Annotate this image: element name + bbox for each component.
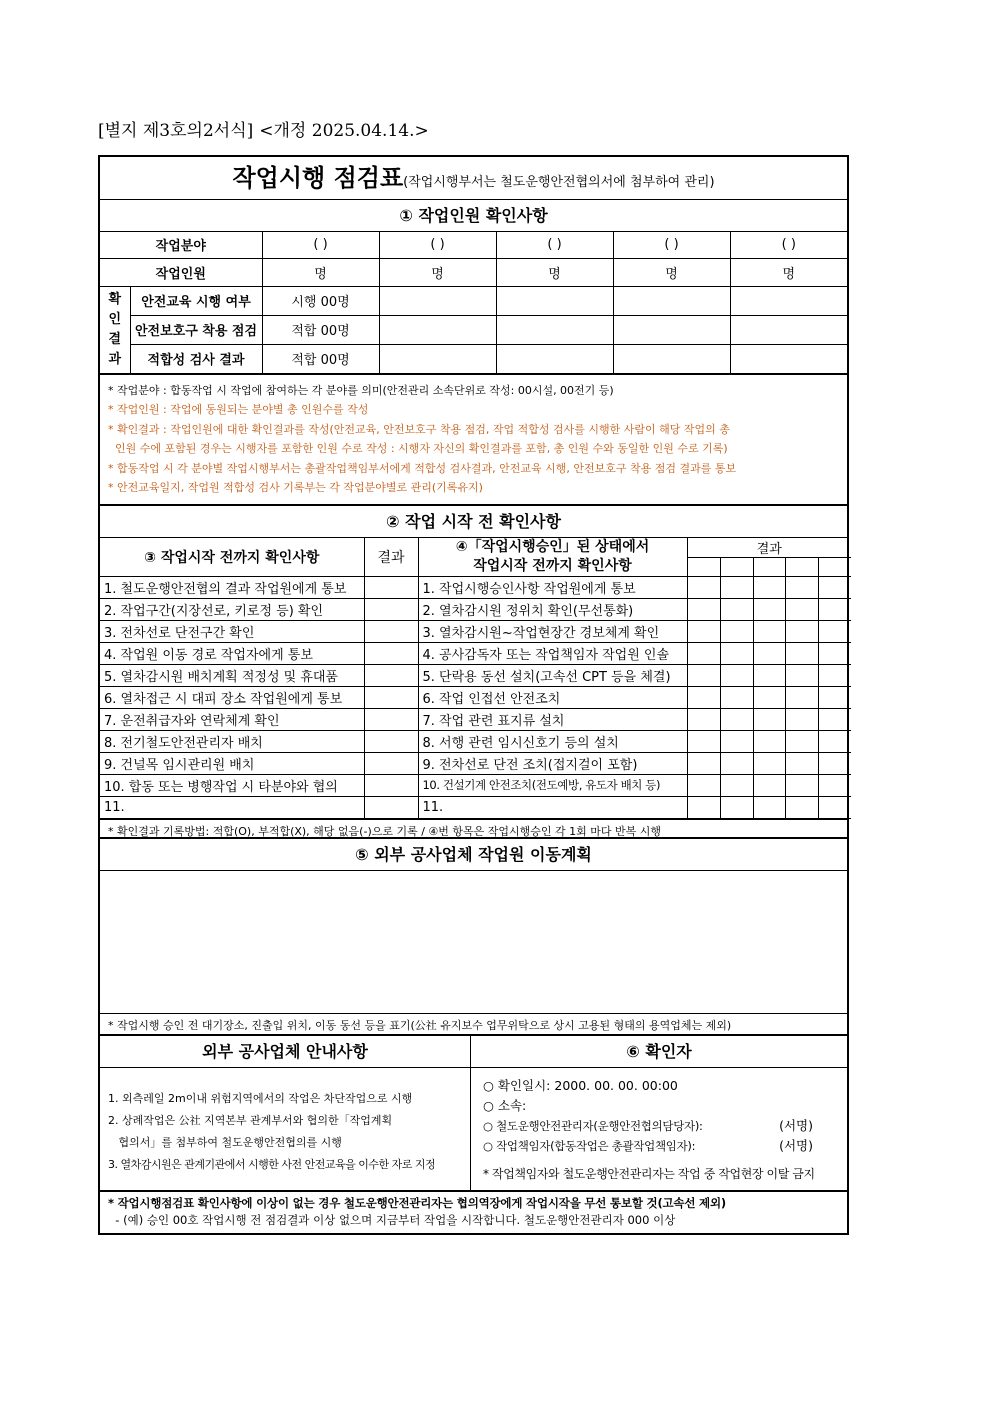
suitability-check-label: 적합성 검사 결과	[130, 344, 262, 373]
result-cell[interactable]	[687, 598, 720, 620]
leader-row	[483, 1136, 839, 1156]
field-input[interactable]: ( )	[496, 232, 613, 258]
suitability-check-value[interactable]: 적합 00명	[262, 344, 379, 373]
people-count[interactable]: 명	[613, 258, 730, 286]
result-cell[interactable]	[753, 752, 785, 774]
result-cell[interactable]	[720, 664, 753, 686]
right-check-item: 11.	[418, 796, 687, 818]
result-cell[interactable]	[785, 620, 818, 642]
guide-item: 1. 외측레일 2m이내 위험지역에서의 작업은 차단작업으로 시행	[108, 1091, 413, 1105]
guide-item: 3. 열차감시원은 관계기관에서 시행한 사전 안전교육을 이수한 자로 지정	[108, 1157, 436, 1171]
checklist-rows	[100, 576, 851, 818]
left-result-cell[interactable]	[364, 664, 418, 686]
result-cell[interactable]	[753, 598, 785, 620]
result-cell[interactable]	[687, 576, 720, 598]
result-cell[interactable]	[687, 796, 720, 818]
leader-label: ○ 작업책임자(합동작업은 총괄작업책임자):	[483, 1138, 696, 1153]
section5-note: * 작업시행 승인 전 대기장소, 진출입 위치, 이동 동선 등을 표기(公社 유지보수 업무위탁으로 상시 고용된 형태의 용역업체는 제외)	[108, 1018, 732, 1032]
result-cell[interactable]	[687, 774, 720, 796]
left-check-item: 5. 열차감시원 배치계획 적정성 및 휴대품	[100, 664, 364, 686]
left-check-item: 1. 철도운행안전협의 결과 작업원에게 통보	[100, 576, 364, 598]
blank-cell[interactable]	[496, 344, 613, 373]
right-check-item: 2. 열차감시원 정위치 확인(무선통화)	[418, 598, 687, 620]
result-cell[interactable]	[818, 686, 851, 708]
result-cell[interactable]	[753, 796, 785, 818]
guide-item: 2. 상례작업은 公社 지역본부 관계부서와 협의한「작업계획	[108, 1113, 393, 1127]
confirm-affiliation[interactable]: ○ 소속:	[483, 1097, 527, 1113]
confirm-date[interactable]: ○ 확인일시: 2000. 00. 00. 00:00	[483, 1077, 678, 1093]
blank-cell[interactable]	[613, 286, 730, 315]
manager-label: ○ 철도운행안전관리자(운행안전협의담당자):	[483, 1118, 703, 1133]
blank-cell[interactable]	[496, 315, 613, 344]
result-cell[interactable]	[687, 620, 720, 642]
confirm-title: ⑥ 확인자	[471, 1036, 847, 1068]
field-input[interactable]: ( )	[730, 232, 847, 258]
final-notice	[100, 1192, 847, 1233]
left-result-cell[interactable]	[364, 730, 418, 752]
inspection-form	[98, 155, 849, 1235]
left-check-item: 11.	[100, 796, 364, 818]
result-cell[interactable]	[785, 686, 818, 708]
right-check-item: 3. 열차감시원~작업현장간 경보체계 확인	[418, 620, 687, 642]
form-label: [별지 제3호의2서식]	[98, 121, 254, 141]
final-line: * 작업시행점검표 확인사항에 이상이 없는 경우 철도운행안전관리자는 협의역장에게 작업시작을 무선 통보할 것(고속선 제외)	[108, 1195, 726, 1210]
people-label: 작업인원	[100, 258, 262, 286]
section1-title: ① 작업인원 확인사항	[100, 200, 847, 232]
right-check-item: 7. 작업 관련 표지류 설치	[418, 708, 687, 730]
result-cell[interactable]	[687, 708, 720, 730]
note-line: * 작업분야 : 합동작업 시 작업에 참여하는 각 분야를 의미(안전관리 소속단위로 작성: 00시설, 00전기 등)	[108, 383, 614, 397]
blank-cell[interactable]	[730, 286, 847, 315]
left-result-cell[interactable]	[364, 708, 418, 730]
note-line: 인원 수에 포함된 경우는 시행자를 포함한 인원 수로 작성 : 시행자 자신의 확인결과를 포함, 총 인원 수와 동일한 인원 수로 기록)	[108, 442, 728, 455]
result-cell[interactable]	[753, 664, 785, 686]
result-cell[interactable]	[753, 686, 785, 708]
note-line: * 안전교육일지, 작업원 적합성 검사 기록부는 각 작업분야별로 관리(기록유지)	[108, 481, 483, 494]
result-cell[interactable]	[720, 708, 753, 730]
result-cell[interactable]	[687, 752, 720, 774]
result-cell[interactable]	[818, 774, 851, 796]
right-check-item: 10. 건설기계 안전조치(전도예방, 유도자 배치 등)	[418, 774, 687, 796]
movement-plan-area[interactable]	[100, 871, 847, 1014]
personnel-table	[100, 232, 847, 374]
left-check-item: 8. 전기철도안전관리자 배치	[100, 730, 364, 752]
result-cell[interactable]	[818, 557, 851, 576]
blank-cell[interactable]	[379, 315, 496, 344]
manager-sign[interactable]: (서명)	[779, 1117, 813, 1133]
manager-row	[483, 1116, 839, 1136]
left-result-header: 결과	[364, 538, 418, 577]
result-cell[interactable]	[687, 642, 720, 664]
result-cell[interactable]	[687, 664, 720, 686]
right-checklist-header: ④「작업시행승인」된 상태에서 작업시작 전까지 확인사항	[418, 538, 687, 577]
left-result-cell[interactable]	[364, 642, 418, 664]
section1-notes	[100, 374, 847, 506]
confirm-note: * 작업책임자와 철도운행안전관리자는 작업 중 작업현장 이탈 금지	[483, 1166, 815, 1181]
blank-cell[interactable]	[379, 286, 496, 315]
left-checklist-header: ③ 작업시작 전까지 확인사항	[100, 538, 364, 577]
result-cell[interactable]	[720, 774, 753, 796]
result-cell[interactable]	[720, 730, 753, 752]
result-cell[interactable]	[720, 576, 753, 598]
result-cell[interactable]	[720, 620, 753, 642]
result-cell[interactable]	[753, 620, 785, 642]
left-check-item: 7. 운전취급자와 연락체계 확인	[100, 708, 364, 730]
result-cell[interactable]	[687, 557, 720, 576]
protective-gear-label: 안전보호구 착용 점검	[130, 315, 262, 344]
people-count[interactable]: 명	[730, 258, 847, 286]
result-cell[interactable]	[785, 708, 818, 730]
guide-item: 협의서」를 첨부하여 철도운행안전협의를 시행	[108, 1135, 342, 1149]
leader-sign[interactable]: (서명)	[779, 1137, 813, 1153]
result-cell[interactable]	[818, 620, 851, 642]
blank-cell[interactable]	[730, 315, 847, 344]
guide-list	[100, 1068, 470, 1186]
right-check-item: 4. 공사감독자 또는 작업책임자 작업원 인솔	[418, 642, 687, 664]
blank-cell[interactable]	[496, 286, 613, 315]
result-cell[interactable]	[785, 752, 818, 774]
left-check-item: 10. 합동 또는 병행작업 시 타분야와 협의	[100, 774, 364, 796]
people-count[interactable]: 명	[262, 258, 379, 286]
result-cell[interactable]	[720, 752, 753, 774]
guide-panel	[100, 1036, 471, 1190]
right-check-item: 6. 작업 인접선 안전조치	[418, 686, 687, 708]
result-cell[interactable]	[720, 642, 753, 664]
left-result-cell[interactable]	[364, 774, 418, 796]
left-check-item: 9. 건널목 임시관리원 배치	[100, 752, 364, 774]
blank-cell[interactable]	[379, 344, 496, 373]
result-cell[interactable]	[753, 576, 785, 598]
section2-note: * 확인결과 기록방법: 적합(O), 부적합(X), 해당 없음(-)으로 기록 / ④번 항목은 작업시행승인 각 1회 마다 반복 시행	[100, 819, 847, 839]
section5-title: ⑤ 외부 공사업체 작업원 이동계획	[100, 839, 847, 871]
result-cell[interactable]	[785, 774, 818, 796]
field-input[interactable]: ( )	[262, 232, 379, 258]
section2-title: ② 작업 시작 전 확인사항	[100, 506, 847, 538]
result-cell[interactable]	[818, 752, 851, 774]
blank-cell[interactable]	[613, 344, 730, 373]
result-cell[interactable]	[720, 598, 753, 620]
form-header	[98, 116, 429, 141]
result-cell[interactable]	[687, 730, 720, 752]
right-check-item: 5. 단락용 동선 설치(고속선 CPT 등을 체결)	[418, 664, 687, 686]
result-cell[interactable]	[720, 686, 753, 708]
form-title: 작업시행 점검표	[232, 164, 404, 192]
result-cell[interactable]	[785, 557, 818, 576]
note-line: * 작업인원 : 작업에 동원되는 분야별 총 인원수를 작성	[108, 403, 369, 416]
final-example: - (예) 승인 00호 작업시행 전 점검결과 이상 없으며 지금부터 작업을 시작합니다. 철도운행안전관리자 000 이상	[108, 1212, 676, 1227]
blank-cell[interactable]	[730, 344, 847, 373]
revision-date: <개정 2025.04.14.>	[259, 121, 429, 141]
safety-education-label: 안전교육 시행 여부	[130, 286, 262, 315]
result-cell[interactable]	[753, 642, 785, 664]
people-count[interactable]: 명	[379, 258, 496, 286]
left-result-cell[interactable]	[364, 598, 418, 620]
checklist-table	[100, 538, 851, 819]
left-result-cell[interactable]	[364, 620, 418, 642]
result-cell[interactable]	[818, 796, 851, 818]
field-input[interactable]: ( )	[613, 232, 730, 258]
field-label: 작업분야	[100, 232, 262, 258]
result-cell[interactable]	[818, 576, 851, 598]
left-result-cell[interactable]	[364, 686, 418, 708]
result-cell[interactable]	[785, 598, 818, 620]
result-cell[interactable]	[785, 730, 818, 752]
confirm-result-side-label: 확 인 결 과	[100, 286, 130, 373]
bottom-section	[100, 1034, 847, 1192]
result-cell[interactable]	[720, 557, 753, 576]
result-cell[interactable]	[785, 664, 818, 686]
result-cell[interactable]	[818, 642, 851, 664]
result-cell[interactable]	[753, 730, 785, 752]
field-input[interactable]: ( )	[379, 232, 496, 258]
note-line: * 합동작업 시 각 분야별 작업시행부서는 총괄작업책임부서에게 적합성 검사결과, 안전교육 시행, 안전보호구 착용 점검 결과를 통보	[108, 461, 737, 475]
right-check-item: 9. 전차선로 단전 조치(접지걸이 포함)	[418, 752, 687, 774]
result-cell[interactable]	[785, 796, 818, 818]
right-check-item: 8. 서행 관련 임시신호기 등의 설치	[418, 730, 687, 752]
left-result-cell[interactable]	[364, 576, 418, 598]
form-title-bar	[100, 157, 847, 200]
result-cell[interactable]	[785, 576, 818, 598]
left-result-cell[interactable]	[364, 796, 418, 818]
confirm-panel	[471, 1036, 847, 1190]
result-cell[interactable]	[753, 557, 785, 576]
protective-gear-value[interactable]: 적합 00명	[262, 315, 379, 344]
right-result-header: 결과	[687, 538, 851, 558]
blank-cell[interactable]	[613, 315, 730, 344]
result-cell[interactable]	[818, 598, 851, 620]
result-cell[interactable]	[753, 774, 785, 796]
left-check-item: 6. 열차접근 시 대피 장소 작업원에게 통보	[100, 686, 364, 708]
people-count[interactable]: 명	[496, 258, 613, 286]
left-check-item: 2. 작업구간(지장선로, 키로정 등) 확인	[100, 598, 364, 620]
form-title-note: (작업시행부서는 철도운행안전협의서에 첨부하여 관리)	[403, 175, 715, 190]
result-cell[interactable]	[753, 708, 785, 730]
result-cell[interactable]	[785, 642, 818, 664]
result-cell[interactable]	[818, 664, 851, 686]
result-cell[interactable]	[818, 730, 851, 752]
note-line: * 확인결과 : 작업인원에 대한 확인결과를 작성(안전교육, 안전보호구 착용 점검, 작업 적합성 검사를 시행한 사람이 해당 작업의 총	[108, 422, 730, 436]
left-result-cell[interactable]	[364, 752, 418, 774]
safety-education-value[interactable]: 시행 00명	[262, 286, 379, 315]
result-cell[interactable]	[720, 796, 753, 818]
right-check-item: 1. 작업시행승인사항 작업원에게 통보	[418, 576, 687, 598]
guide-title: 외부 공사업체 안내사항	[100, 1036, 470, 1068]
confirm-body	[471, 1068, 847, 1190]
left-check-item: 4. 작업원 이동 경로 작업자에게 통보	[100, 642, 364, 664]
left-check-item: 3. 전차선로 단전구간 확인	[100, 620, 364, 642]
result-cell[interactable]	[687, 686, 720, 708]
result-cell[interactable]	[818, 708, 851, 730]
